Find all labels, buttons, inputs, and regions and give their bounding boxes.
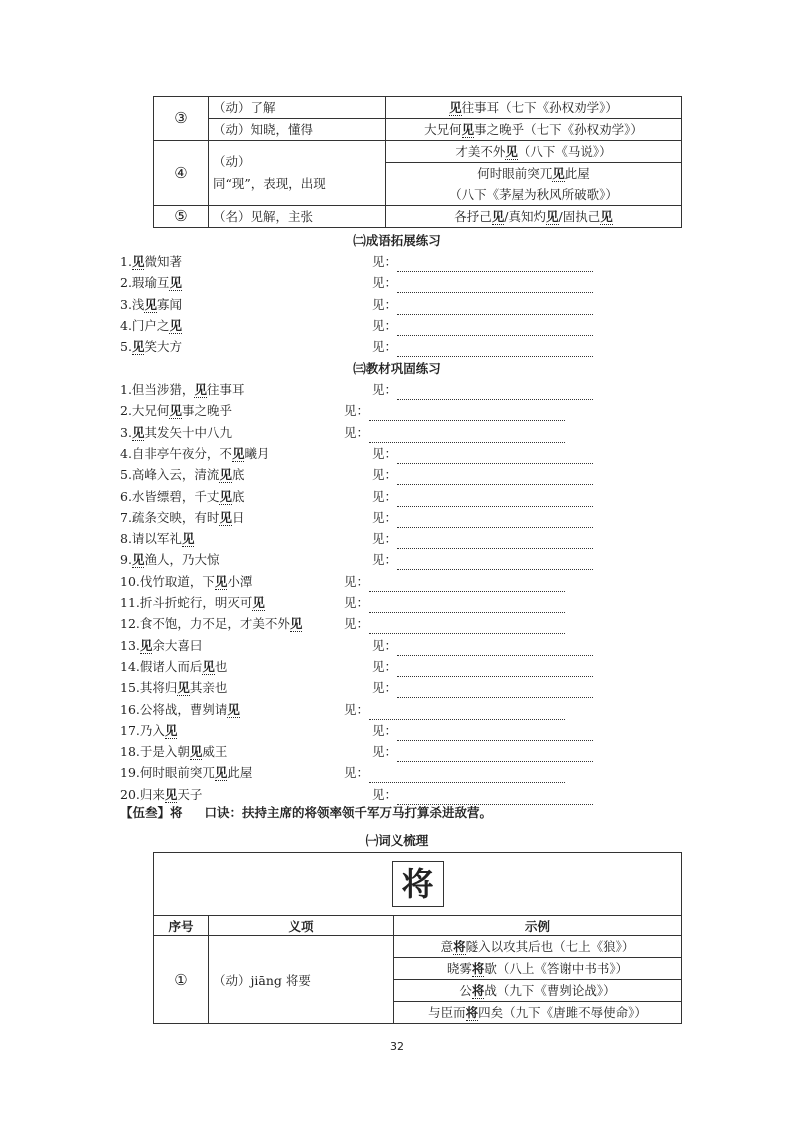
answer-field[interactable]: 见：: [372, 678, 593, 698]
answer-field[interactable]: 见：: [372, 295, 593, 315]
answer-line: [369, 705, 565, 720]
exercise-item: 17.乃入见: [120, 722, 178, 738]
row-num: ④: [154, 141, 209, 206]
exercise-item: 12.食不饱，力不足，才美不外见: [120, 616, 303, 632]
lesson-heading: [120, 803, 492, 821]
exercise-item: 8.请以军礼见: [120, 531, 195, 547]
answer-field[interactable]: 见：: [344, 763, 565, 783]
exercise-item: 3.浅见寡闻: [120, 296, 182, 312]
example-cell: 意将隧入以攻其后也（七上《狼》）: [394, 936, 682, 958]
answer-field[interactable]: 见：: [344, 423, 565, 443]
answer-line: [369, 619, 565, 634]
answer-line: [397, 555, 593, 570]
answer-field[interactable]: 见：: [372, 273, 593, 293]
answer-line: [369, 428, 565, 443]
answer-field[interactable]: 见：: [372, 465, 593, 485]
answer-line: [397, 385, 593, 400]
answer-field[interactable]: 见：: [372, 657, 593, 677]
answer-field[interactable]: 见：: [372, 316, 593, 336]
exercise-item: 11.折斗折蛇行，明灭可见: [120, 595, 265, 610]
example-cell: 才美不外见（八下《马说》）: [386, 141, 682, 163]
answer-line: [369, 406, 565, 421]
exercise-item: 2.瑕瑜互见: [120, 275, 182, 291]
exercise-item: 19.何时眼前突兀见此屋: [120, 765, 253, 781]
answer-line: [397, 747, 593, 762]
exercise-item: 5.见笑大方: [120, 339, 182, 355]
answer-line: [397, 662, 593, 677]
headword-char: 将: [392, 861, 444, 907]
answer-line: [397, 278, 593, 293]
answer-field[interactable]: 见：: [372, 550, 593, 570]
answer-line: [397, 470, 593, 485]
answer-field[interactable]: 见：: [372, 444, 593, 464]
example-cell: 各抒己见/真知灼见/固执己见: [386, 206, 682, 228]
exercise-item: 5.高峰入云，清流见底: [120, 467, 245, 483]
meaning-cell: （动）知晓，懂得: [209, 119, 386, 141]
header-example: 示例: [394, 916, 682, 936]
exercise-item: 3.见其发矢十中八九: [120, 424, 232, 440]
example-cell: 与臣而将四矣（九下《唐雎不辱使命》）: [394, 1002, 682, 1024]
exercise-item: 4.门户之见: [120, 317, 182, 333]
exercise-item: 9.见渔人，乃大惊: [120, 552, 220, 568]
meaning-cell: （动）了解: [209, 97, 386, 119]
exercise-item: 16.公将战，曹刿请见: [120, 701, 240, 717]
answer-line: [369, 598, 565, 613]
answer-line: [397, 641, 593, 656]
example-cell: 大兄何见事之晚乎（七下《孙权劝学》）: [386, 119, 682, 141]
answer-field[interactable]: 见：: [372, 721, 593, 741]
exercise-item: 10.伐竹取道，下见小潭: [120, 573, 253, 589]
answer-field[interactable]: 见：: [372, 380, 593, 400]
exercise-item: 20.归来见天子: [120, 786, 203, 802]
answer-field[interactable]: 见：: [372, 636, 593, 656]
example-cell: 何时眼前突兀见此屋: [386, 163, 682, 185]
answer-field[interactable]: 见：: [372, 785, 593, 805]
answer-field[interactable]: 见：: [344, 401, 565, 421]
example-cell: 公将战（九下《曹刿论战》）: [394, 980, 682, 1002]
answer-line: [397, 321, 593, 336]
meaning-cell: （动）jiāng 将要: [209, 936, 394, 1024]
answer-line: [397, 683, 593, 698]
section-title-idiom: ㈡成语拓展练习: [353, 233, 441, 248]
header-num: 序号: [154, 916, 209, 936]
exercise-item: 14.假诸人而后见也: [120, 658, 228, 674]
answer-line: [397, 492, 593, 507]
answer-line: [369, 768, 565, 783]
top-meaning-table: [153, 96, 682, 228]
answer-field[interactable]: 见：: [372, 529, 593, 549]
row-num: ⑤: [154, 206, 209, 228]
exercise-item: 2.大兄何见事之晚乎: [120, 403, 232, 419]
exercise-item: 7.疏条交映，有时见日: [120, 509, 245, 525]
meaning-cell: （动） 同“现”，表现，出现: [209, 141, 386, 206]
answer-field[interactable]: 见：: [372, 487, 593, 507]
answer-field[interactable]: 见：: [372, 252, 593, 272]
lesson-tag: 【伍叁】将: [120, 805, 183, 820]
answer-field[interactable]: 见：: [344, 614, 565, 634]
answer-line: [397, 342, 593, 357]
answer-line: [369, 577, 565, 592]
page-number: 32: [390, 1040, 404, 1053]
example-cell: 见往事耳（七下《孙权劝学》）: [386, 97, 682, 119]
row-num: ①: [154, 936, 209, 1024]
exercise-item: 6.水皆缥碧，千丈见底: [120, 488, 245, 504]
exercise-item: 18.于是入朝见威王: [120, 744, 228, 760]
exercise-item: 4.自非亭午夜分，不见曦月: [120, 445, 270, 461]
section-title-meaning: ㈠词义梳理: [365, 833, 429, 848]
example-cell: （八下《茅屋为秋风所破歌》）: [386, 184, 682, 206]
answer-field[interactable]: 见：: [344, 700, 565, 720]
answer-line: [397, 300, 593, 315]
exercise-item: 13.见余大喜曰: [120, 637, 203, 653]
meaning-cell: （名）见解，主张: [209, 206, 386, 228]
answer-line: [397, 534, 593, 549]
answer-line: [397, 257, 593, 272]
jiang-meaning-table: [153, 852, 682, 1024]
answer-field[interactable]: 见：: [344, 572, 565, 592]
exercise-item: 1.但当涉猎，见往事耳: [120, 382, 245, 397]
answer-field[interactable]: 见：: [372, 742, 593, 762]
answer-field[interactable]: 见：: [344, 593, 565, 613]
header-meaning: 义项: [209, 916, 394, 936]
mnemonic: 口诀：扶持主席的将领率领千军万马打算杀进敌营。: [204, 805, 493, 820]
answer-line: [397, 513, 593, 528]
section-title-textbook: ㈢教材巩固练习: [353, 361, 441, 376]
exercise-item: 15.其将归见其亲也: [120, 680, 228, 696]
answer-field[interactable]: 见：: [372, 508, 593, 528]
char-header-cell: [154, 853, 682, 916]
answer-line: [397, 726, 593, 741]
exercise-item: 1.见微知著: [120, 254, 182, 269]
row-num: ③: [154, 97, 209, 141]
answer-field[interactable]: 见：: [372, 337, 593, 357]
example-cell: 晓雾将歇（八上《答谢中书书》）: [394, 958, 682, 980]
answer-line: [397, 449, 593, 464]
